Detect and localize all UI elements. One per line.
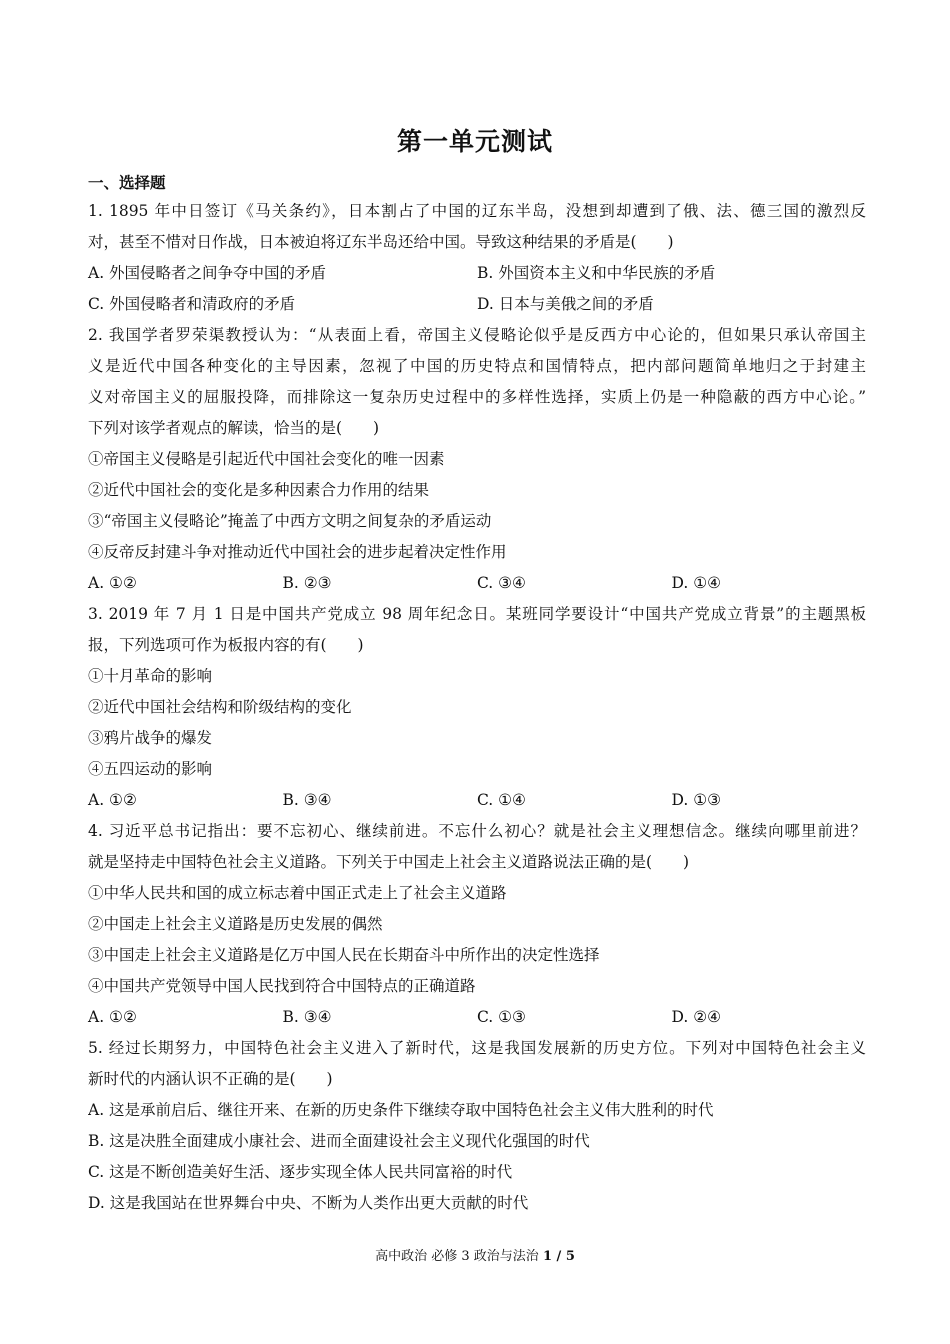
statement-3: ③中国走上社会主义道路是亿万中国人民在长期奋斗中所作出的决定性选择: [88, 946, 600, 964]
option-c: C. 外国侵略者和清政府的矛盾: [88, 295, 296, 313]
page-number-separator: /: [552, 1249, 566, 1264]
page-title: 第一单元测试: [396, 127, 553, 156]
page-footer: [0, 1245, 950, 1264]
statement-4: ④五四运动的影响: [88, 760, 213, 778]
option-a: A. ①②: [88, 1008, 137, 1026]
question-1: [88, 196, 866, 320]
question-text-line: 对，甚至不惜对日作战，日本被迫将辽东半岛还给中国。导致这种结果的矛盾是( ): [88, 233, 674, 251]
question-text-line: 报，下列选项可作为板报内容的有( ): [88, 636, 364, 654]
statement-4: ④反帝反封建斗争对推动近代中国社会的进步起着决定性作用: [88, 543, 507, 561]
statement-1: ①十月革命的影响: [88, 667, 213, 685]
option-b: B. ③④: [282, 1008, 332, 1026]
statement-2: ②近代中国社会的变化是多种因素合力作用的结果: [88, 481, 430, 499]
statement-4: ④中国共产党领导中国人民找到符合中国特点的正确道路: [88, 977, 476, 995]
section-heading: 一、选择题: [88, 174, 166, 192]
option-b: B. ③④: [282, 791, 332, 809]
question-text-line: 就是坚持走中国特色社会主义道路。下列关于中国走上社会主义道路说法正确的是( ): [88, 853, 690, 871]
option-a: A. 外国侵略者之间争夺中国的矛盾: [88, 264, 327, 282]
question-3: [88, 599, 866, 816]
statement-2: ②中国走上社会主义道路是历史发展的偶然: [88, 915, 383, 933]
statement-3: ③鸦片战争的爆发: [88, 729, 213, 747]
option-c: C. ①④: [477, 791, 526, 809]
question-text-line: 义是近代中国各种变化的主导因素，忽视了中国的历史特点和国情特点，把内部问题简单地归之于封建主: [88, 357, 866, 375]
option-d: D. ①④: [671, 574, 722, 592]
question-text-line: 2. 我国学者罗荣渠教授认为：“从表面上看，帝国主义侵略论似乎是反西方中心论的，但如果只承认帝国主: [88, 326, 866, 344]
options-row: [88, 289, 866, 320]
question-text-line: 下列对该学者观点的解读，恰当的是( ): [88, 419, 380, 437]
page-number-total: 5: [565, 1249, 575, 1264]
question-text-line: 1. 1895 年中日签订《马关条约》，日本割占了中国的辽东半岛，没想到却遭到了俄、法、德三国的激烈反: [88, 202, 866, 220]
option-d: D. ①③: [671, 791, 722, 809]
option-a: A. ①②: [88, 574, 137, 592]
option-b: B. 外国资本主义和中华民族的矛盾: [477, 264, 716, 282]
questions-body: [88, 196, 866, 1219]
options-row: [88, 568, 866, 599]
question-text-line: 新时代的内涵认识不正确的是( ): [88, 1070, 333, 1088]
statement-1: ①帝国主义侵略是引起近代中国社会变化的唯一因素: [88, 450, 445, 468]
footer-text: 高中政治 必修 3 政治与法治: [375, 1249, 539, 1264]
option-d: D. ②④: [671, 1008, 722, 1026]
statement-3: ③“帝国主义侵略论”掩盖了中西方文明之间复杂的矛盾运动: [88, 512, 492, 530]
statement-1: ①中华人民共和国的成立标志着中国正式走上了社会主义道路: [88, 884, 507, 902]
option-c: C. 这是不断创造美好生活、逐步实现全体人民共同富裕的时代: [88, 1163, 513, 1181]
question-text-line: 5. 经过长期努力，中国特色社会主义进入了新时代，这是我国发展新的历史方位。下列对中国特色社会主义: [88, 1039, 866, 1057]
option-b: B. 这是决胜全面建成小康社会、进而全面建设社会主义现代化强国的时代: [88, 1132, 590, 1150]
statement-2: ②近代中国社会结构和阶级结构的变化: [88, 698, 352, 716]
page-number-current: 1: [542, 1249, 552, 1264]
option-a: A. 这是承前启后、继往开来、在新的历史条件下继续夺取中国特色社会主义伟大胜利的时代: [88, 1101, 714, 1119]
question-5: [88, 1033, 866, 1219]
options-row: [88, 785, 866, 816]
option-c: C. ③④: [477, 574, 526, 592]
option-d: D. 日本与美俄之间的矛盾: [477, 295, 654, 313]
question-4: [88, 816, 866, 1033]
question-text-line: 义对帝国主义的屈服投降，而排除这一复杂历史过程中的多样性选择，实质上仍是一种隐蔽的西方中心论。”: [88, 388, 866, 406]
question-text-line: 3. 2019 年 7 月 1 日是中国共产党成立 98 周年纪念日。某班同学要设计“中国共产党成立背景”的主题黑板: [88, 605, 866, 623]
option-d: D. 这是我国站在世界舞台中央、不断为人类作出更大贡献的时代: [88, 1194, 529, 1212]
question-text-line: 4. 习近平总书记指出：要不忘初心、继续前进。不忘什么初心？就是社会主义理想信念。继续向哪里前进？: [88, 822, 866, 840]
options-row: [88, 258, 866, 289]
option-a: A. ①②: [88, 791, 137, 809]
option-c: C. ①③: [477, 1008, 526, 1026]
options-row: [88, 1002, 866, 1033]
option-b: B. ②③: [282, 574, 332, 592]
question-2: [88, 320, 866, 599]
